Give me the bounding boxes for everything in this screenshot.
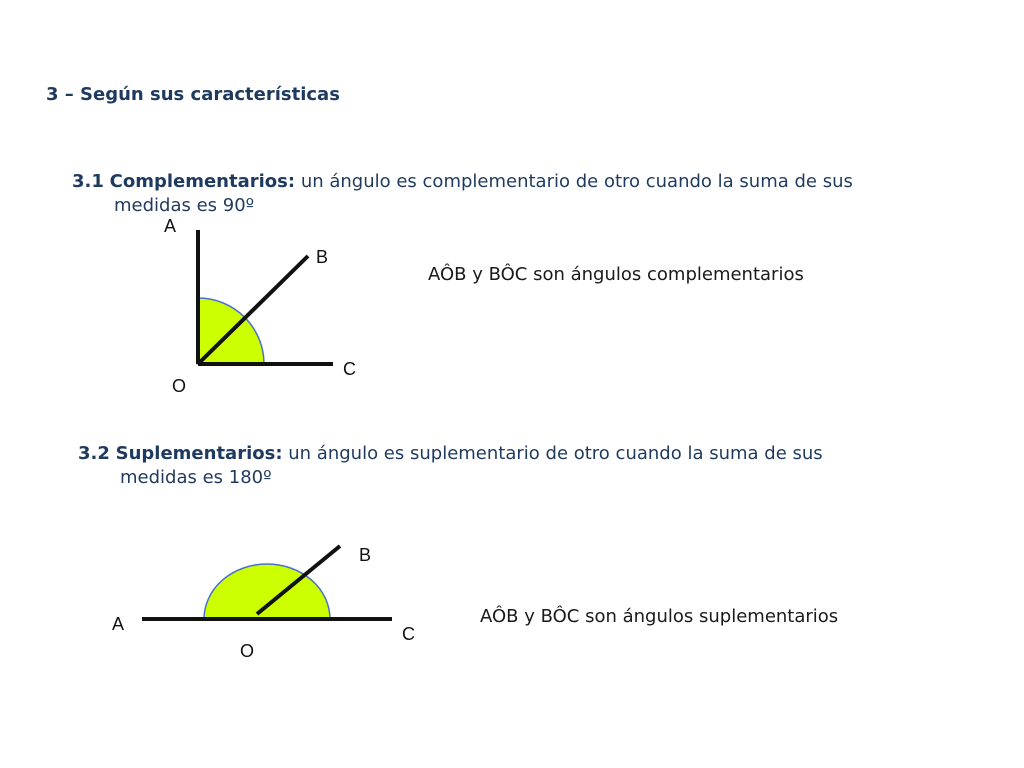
point-label-a: A	[164, 216, 177, 236]
complementarios-caption: AÔB y BÔC son ángulos complementarios	[428, 264, 804, 285]
point-label-o-supp: O	[240, 641, 255, 661]
point-label-c-supp: C	[402, 624, 415, 644]
suplementarios-term: Suplementarios:	[115, 443, 283, 464]
complementarios-number: 3.1	[72, 171, 104, 192]
point-label-o: O	[172, 376, 187, 396]
point-label-a-supp: A	[112, 614, 125, 634]
suplementarios-continuation: medidas es 180º	[120, 467, 272, 488]
complementarios-term: Complementarios:	[109, 171, 296, 192]
suplementarios-definition-text: un ángulo es suplementario de otro cuando la suma de sus	[288, 443, 823, 464]
complementarios-definition-text: un ángulo es complementario de otro cuando la suma de sus	[300, 171, 853, 192]
point-label-b: B	[316, 247, 329, 267]
section-heading: 3 – Según sus características	[46, 84, 340, 105]
point-label-c: C	[343, 359, 356, 379]
suplementarios-number: 3.2	[78, 443, 110, 464]
complementarios-continuation: medidas es 90º	[114, 195, 255, 216]
complementary-angle-figure	[164, 216, 356, 396]
suplementarios-caption: AÔB y BÔC son ángulos suplementarios	[480, 606, 839, 627]
point-label-b-supp: B	[359, 545, 372, 565]
supplementary-angle-figure	[112, 545, 415, 661]
